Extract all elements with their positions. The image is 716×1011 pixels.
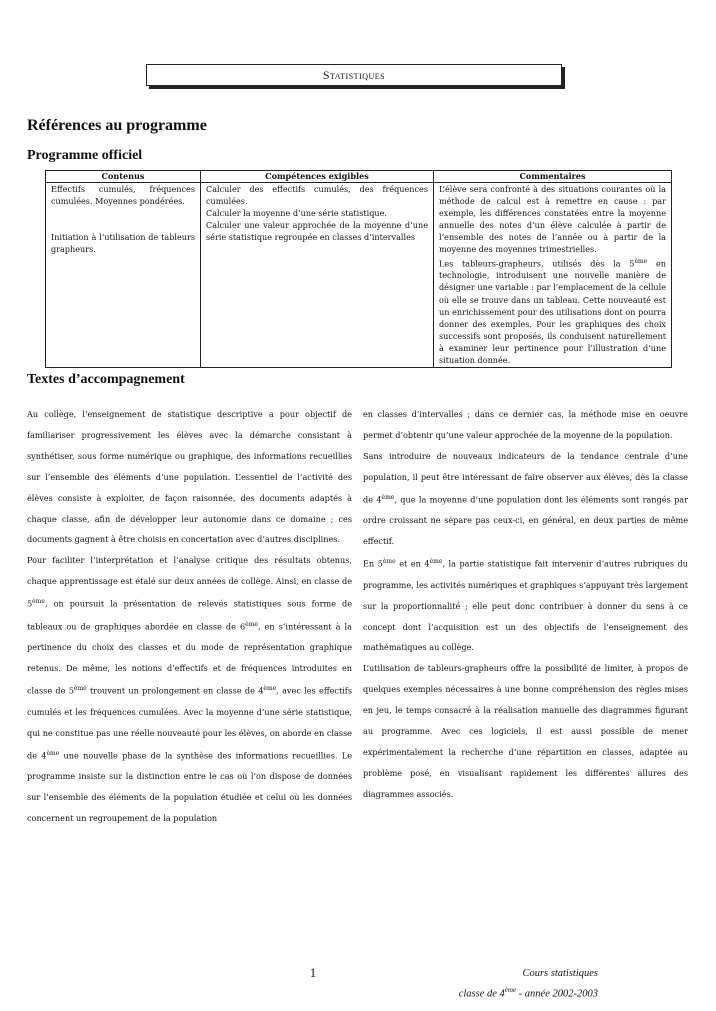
text-column-left — [27, 404, 352, 829]
paragraph: En 5ème et en 4ème, la partie statistique fait intervenir d’autres rubriques du programme, les activités numériques et graphiques s’appuyant très largement sur la proportionnalité ; elle peut donc contribuer à donner du sens à ce concept dont l’acquisition est un des objectifs de l’enseignement des mathématiques au collège. — [363, 558, 688, 653]
footer-class-year: classe de 4ème - année 2002-2003 — [458, 986, 598, 1000]
table-header-competences: Compétences exigibles — [201, 171, 434, 183]
text-column-right — [363, 404, 688, 805]
table-header-row — [46, 171, 672, 183]
commentaire-item: Les tableurs-grapheurs, utilisés dès la 5ème en technologie, introduisent une nouvelle manière de désigner une variable : par l’emplacement de la cellule où elle se trouve dans un tableau. Cette nouveauté est un enrichissement pour des utilisations dont on pourra donner des exemples. Pour les graphiques des choix successifs sont proposés, ils conduisent naturellement à examiner leur pertinence pour l’illustration d’une situation donnée. — [439, 257, 666, 365]
paragraph: Pour faciliter l’interprétation et l’analyse critique des résultats obtenus, chaque apprentissage est étalé sur deux années de collège. Ainsi, en classe de 5ème, on poursuit la présentation de relevés statistiques sous forme de tableaux ou de graphiques abordée en classe de 6ème, en s’intéressant à la pertinence du choix des classes et du mode de représentation graphique retenus. De même, les notions d’effectifs et de fréquences introduites en classe de 5ème trouvent un prolongement en classe de 4ème, avec les effectifs cumulés et les fréquences cumulées. Avec la moyenne d’une série statistique, qui ne constitue pas une réelle nouveauté pour les élèves, on aborde en classe de 4ème une nouvelle phase de la synthèse des informations recueillies. Le programme insiste sur la distinction entre le cas où l’on dispose de données sur l’ensemble des éléments de la population étudiée et celui où les données concernent un regroupement de la population — [27, 555, 353, 824]
table-cell-commentaires — [434, 183, 672, 368]
page-header-title: Statistiques — [146, 64, 562, 86]
table-cell-competences — [201, 183, 434, 368]
competence-item: Calculer la moyenne d’une série statistique. — [206, 208, 387, 219]
subsection-title-programme: Programme officiel — [27, 148, 143, 163]
table-row — [46, 183, 672, 368]
footer-course-info — [459, 966, 598, 1003]
section-title-references: Références au programme — [27, 117, 207, 134]
contenus-item: Effectifs cumulés, fréquences cumulées. Moyennes pondérées. — [51, 184, 195, 207]
paragraph: Au collège, l’enseignement de statistique descriptive a pour objectif de familiariser progressivement les élèves avec la démarche consistant à synthétiser, sous forme numérique ou graphique, des informations recueillies sur l’ensemble des éléments d’une population. L’essentiel de l’activité des élèves consiste à exploiter, de façon raisonnée, des documents adaptés à chaque classe, afin de développer leur autonomie dans ce domaine ; ces documents gagnent à être choisis en concertation avec d’autres disciplines. — [27, 409, 352, 545]
section-title-textes: Textes d’accompagnement — [27, 372, 185, 387]
table-header-commentaires: Commentaires — [434, 171, 672, 183]
programme-table — [45, 170, 672, 368]
page-number: 1 — [309, 965, 317, 980]
paragraph: Sans introduire de nouveaux indicateurs de la tendance centrale d’une population, il peut être intéressant de faire observer aux élèves, dès la classe de 4ème, que la moyenne d’une population dont les éléments sont rangés par ordre croissant ne sépare pas ceux-ci, en général, en deux parties de même effectif. — [363, 450, 689, 547]
paragraph: en classes d’intervalles ; dans ce dernier cas, la méthode mise en oeuvre permet d’obtenir qu’une valeur approchée de la moyenne de la population. — [363, 409, 688, 440]
competence-item: Calculer des effectifs cumulés, des fréquences cumulées. — [206, 184, 428, 207]
paragraph: L’utilisation de tableurs-grapheurs offre la possibilité de limiter, à propos de quelques exemples nécessaires à une bonne compréhension des règles mises en jeu, le temps consacré à la réalisation manuelle des diagrammes figurant au programme. Avec ces logiciels, il est aussi possible de mener expérimentalement la recherche d’une répartition en classes, adaptée au problème posé, en visualisant rapidement les différentes allures des diagrammes associés. — [363, 663, 688, 799]
commentaire-item: L’élève sera confronté à des situations courantes où la méthode de calcul est à remettre en cause : par exemple, les différences constatées entre la moyenne annuelle des notes d’un élève calculée à partir de l’ensemble des notes de l’année ou à partir de la moyenne des moyennes trimestrielles. — [439, 184, 666, 255]
table-cell-contenus — [46, 183, 201, 368]
footer-course-title: Cours statistiques — [522, 968, 598, 979]
table-header-contenus: Contenus — [46, 171, 201, 183]
competence-item: Calculer une valeur approchée de la moyenne d’une série statistique regroupée en classes d’intervalles — [206, 220, 428, 243]
contenus-item: Initiation à l’utilisation de tableurs grapheurs. — [51, 232, 195, 255]
